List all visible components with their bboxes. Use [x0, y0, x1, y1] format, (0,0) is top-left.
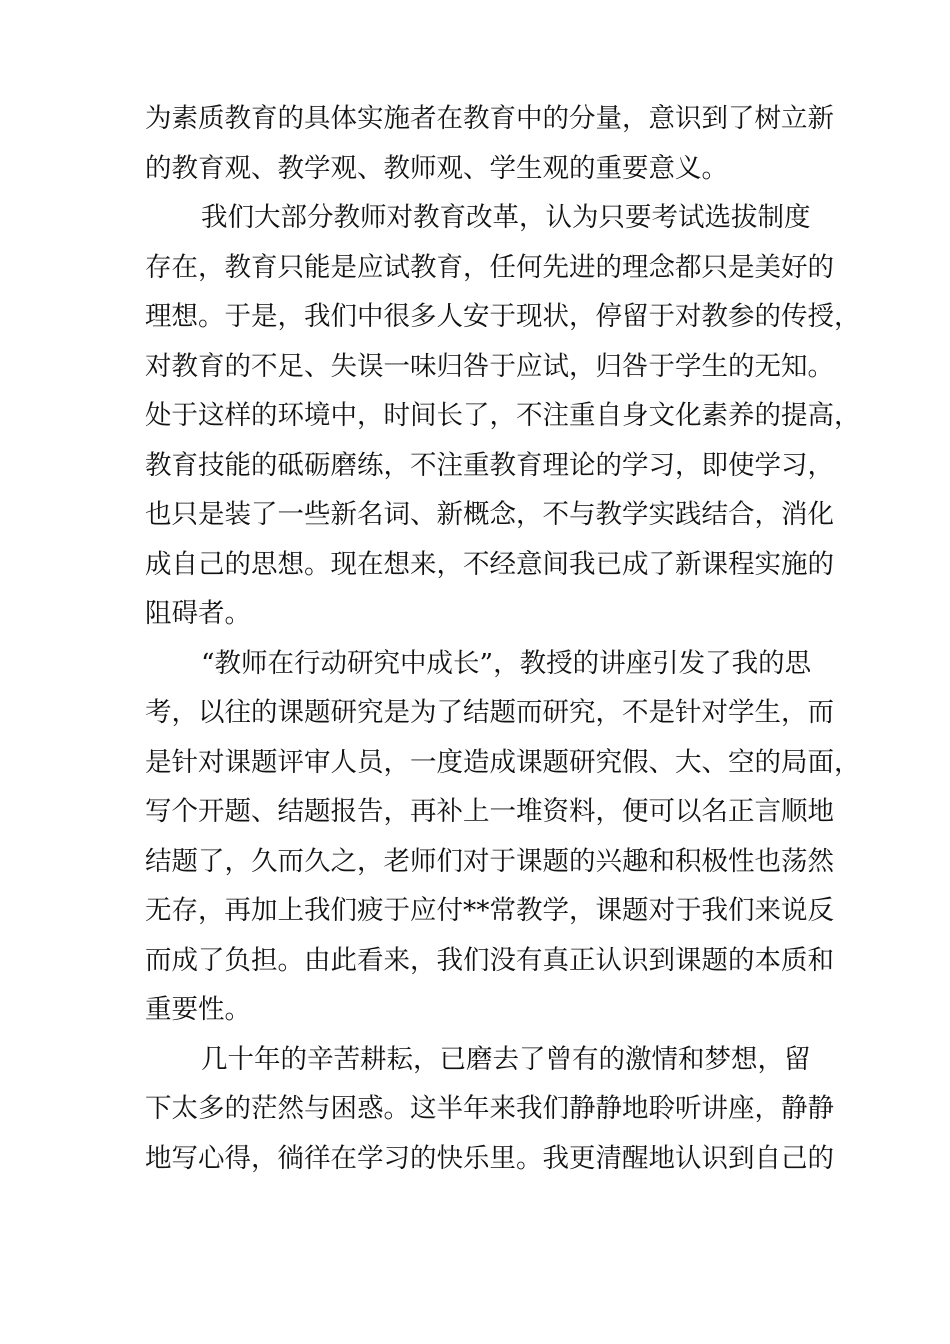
text-line: 无存，再加上我们疲于应付**常教学，课题对于我们来说反 — [145, 895, 834, 926]
text-line: 我们大部分教师对教育改革，认为只要考试选拔制度 — [201, 202, 811, 233]
text-line: 重要性。 — [145, 994, 251, 1025]
text-line: 也只是装了一些新名词、新概念，不与教学实践结合，消化 — [145, 499, 834, 530]
text-line: 是针对课题评审人员，一度造成课题研究假、大、空的局面， — [145, 746, 861, 778]
text-line: 对教育的不足、失误一味归咎于应试，归咎于学生的无知。 — [145, 350, 834, 382]
text-line: 教育技能的砥砺磨练，不注重教育理论的学习，即使学习， — [145, 449, 834, 481]
text-line: 存在，教育只能是应试教育，任何先进的理念都只是美好的 — [145, 251, 834, 283]
text-line: 理想。于是，我们中很多人安于现状，停留于对教参的传授， — [145, 301, 861, 332]
text-line: 地写心得，徜徉在学习的快乐里。我更清醒地认识到自己的 — [145, 1142, 834, 1174]
text-line: 阻碍者。 — [145, 598, 251, 629]
text-line: 几十年的辛苦耕耘，已磨去了曾有的激情和梦想，留 — [201, 1043, 811, 1075]
text-line: 结题了，久而久之，老师们对于课题的兴趣和积极性也荡然 — [145, 845, 834, 877]
text-line: 写个开题、结题报告，再补上一堆资料，便可以名正言顺地 — [145, 796, 834, 827]
text-line: 成自己的思想。现在想来，不经意间我已成了新课程实施的 — [145, 548, 834, 580]
text-line: 而成了负担。由此看来，我们没有真正认识到课题的本质和 — [145, 944, 834, 976]
document-body — [145, 94, 861, 1183]
text-line: “教师在行动研究中成长”，教授的讲座引发了我的思 — [201, 647, 812, 679]
text-line: 下太多的茫然与困惑。这半年来我们静静地聆听讲座，静静 — [145, 1093, 834, 1124]
text-line: 为素质教育的具体实施者在教育中的分量，意识到了树立新 — [145, 103, 834, 134]
text-line: 处于这样的环境中，时间长了，不注重自身文化素养的提高， — [145, 400, 861, 431]
text-line: 考，以往的课题研究是为了结题而研究，不是针对学生，而 — [145, 697, 834, 728]
text-line: 的教育观、教学观、教师观、学生观的重要意义。 — [145, 152, 728, 184]
